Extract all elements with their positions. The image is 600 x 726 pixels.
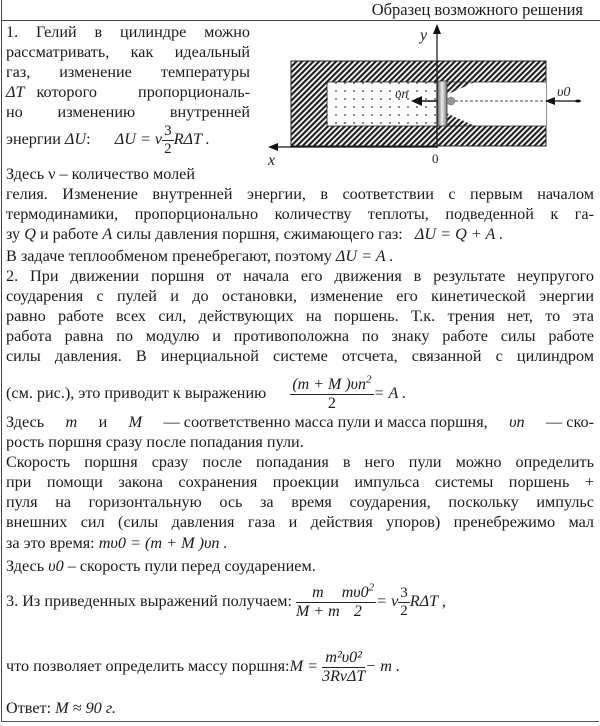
equation-end: RΔT , [409, 592, 446, 611]
text-line: работа равна по модулю и противоположна по знаку работе силы работе [6, 327, 594, 345]
text-line: газ, изменение температуры [6, 63, 250, 81]
text-line: при помощи закона сохранения проекции импульса системы поршень + [6, 473, 594, 491]
barrel-channel [446, 82, 546, 126]
text-line: силы давления. В инерциальной системе отсчета, связанной с цилиндром [6, 347, 594, 365]
text-fragment: зу [6, 225, 21, 243]
first-law-line [6, 224, 503, 244]
numerator [340, 581, 376, 603]
heat-symbol: Q [24, 225, 36, 243]
colon: : [86, 130, 91, 149]
bullet-mass-symbol: m [65, 413, 78, 431]
no-heat-exchange-line [6, 246, 394, 266]
piston-mass-fraction [322, 650, 365, 685]
denominator: 2 [400, 603, 408, 619]
formula-lhs: ΔU = ν [114, 130, 163, 149]
numerator [290, 373, 373, 395]
answer-label: Ответ: [6, 699, 52, 717]
denominator: 2 [327, 395, 336, 412]
text-line: гелия. Изменение внутренней энергии, в соответствии с первым началом [6, 185, 594, 203]
numerator: m [296, 585, 340, 603]
equation-rhs: = A . [373, 384, 407, 403]
numerator-text: (m + M )υn [292, 376, 366, 393]
text-line: пуля на горизонтальную ось за время соударения, поскольку импульс [6, 493, 594, 511]
text-fragment: – скорость пули перед соударением. [67, 557, 316, 575]
text-line [6, 82, 250, 102]
text-line: Скорость поршня сразу после попадания в него пули можно определить [6, 453, 594, 471]
cylinder-diagram [262, 20, 592, 170]
kinetic-energy-line [6, 373, 407, 412]
bullet-speed-definition-line [6, 556, 316, 576]
text-line: термодинамики, пропорционально количеству теплоты, подведенной к га- [6, 205, 594, 223]
piston-velocity-label: υп [395, 87, 409, 102]
text-line: 1. Гелий в цилиндре можно [6, 23, 250, 41]
three-halves-fraction [398, 586, 410, 619]
text-fragment: и работе [39, 225, 99, 243]
text-fragment: В задаче теплообменом пренебрегают, поэтому [6, 247, 332, 265]
piston-mass-symbol: M [128, 413, 143, 431]
piston [437, 81, 447, 126]
text-line: 2. При движении поршня от начала его движения в результате неупругого [6, 267, 594, 285]
text-fragment: (см. рис.), это приводит к выражению [6, 384, 267, 403]
fraction-three-halves [162, 124, 174, 157]
bullet-velocity-label: υ0 [557, 85, 571, 100]
formula-rhs: RΔT . [173, 130, 210, 149]
frame-bottom-border [1, 721, 599, 722]
piston-velocity-symbol: υп [509, 413, 525, 431]
bullet [447, 97, 455, 105]
text-fragment: — ско- [546, 413, 594, 431]
text-fragment: — соответственно масса пули и масса поршня, [163, 413, 488, 431]
page-title: Образец возможного решения [371, 0, 583, 19]
text-line: рость поршня сразу после попадания пули. [6, 433, 304, 451]
bullet-speed-symbol: υ0 [48, 557, 64, 575]
exponent: 2 [366, 373, 372, 386]
numerator-text: mυ0 [341, 584, 369, 601]
numerator: 3 [164, 123, 172, 139]
exponent: 2 [368, 581, 375, 594]
text-fragment: Здесь [6, 557, 45, 575]
text-fragment: и [98, 413, 108, 431]
momentum-equation: mυ0 = (m + M )υп . [98, 534, 228, 552]
denominator: 2 [164, 141, 172, 157]
text-fragment: которого пропорциональ- [36, 83, 250, 101]
derived-equation-line [6, 581, 446, 620]
text-fragment: за это время: [6, 534, 95, 552]
denominator: 3RνΔT [322, 668, 366, 685]
text-line: но изменению внутренней [6, 103, 250, 121]
piston-mass-formula-line [6, 650, 400, 685]
mass-ratio-fraction [296, 585, 340, 620]
text-line: внешних сил (силы давления газа и действия упоров) пренебрежимо мал [6, 513, 594, 531]
minus-bullet-mass: − m . [365, 657, 401, 676]
text-line: соударения с пулей и до остановки, изменение его кинетической энергии [6, 287, 594, 305]
equation-middle: = ν [376, 592, 399, 611]
denominator: M + m [296, 603, 340, 620]
denominator: 2 [353, 603, 362, 620]
text-line: Здесь ν – количество молей [6, 165, 196, 183]
text-fragment: 3. Из приведенных выражений получаем: [6, 592, 292, 611]
du-equals-a-equation: ΔU = A . [335, 247, 394, 265]
frame-left-border [1, 0, 2, 722]
answer-value: M ≈ 90 г. [55, 699, 116, 717]
answer-line [6, 698, 116, 718]
text-fragment: силы давления поршня, сжимающего газ: [116, 225, 403, 243]
work-symbol: A [102, 225, 113, 243]
text-fragment: Здесь [6, 413, 45, 431]
internal-energy-formula-line [6, 124, 210, 157]
delta-t-symbol: ΔT [6, 83, 25, 101]
origin-label: 0 [432, 151, 439, 166]
text-fragment: энергии [6, 130, 61, 149]
kinetic-energy-fraction [290, 373, 373, 412]
masses-definition-line [6, 412, 594, 432]
numerator: m²υ0² [322, 650, 365, 668]
delta-u-symbol: ΔU [64, 130, 87, 149]
piston-mass-lhs: M = [289, 657, 319, 676]
text-line: равно работе всех сил, действующих на поршень. Т.к. трения нет, то эта [6, 307, 594, 325]
first-law-equation: ΔU = Q + A . [414, 225, 504, 243]
x-axis-label: x [268, 152, 276, 169]
text-fragment: что позволяет определить массу поршня: [6, 657, 290, 676]
momentum-equation-line [6, 533, 228, 553]
bullet-energy-fraction [340, 581, 376, 620]
y-axis-label: y [420, 27, 428, 44]
numerator: 3 [400, 585, 408, 601]
text-line: рассматривать, как идеальный [6, 43, 250, 61]
